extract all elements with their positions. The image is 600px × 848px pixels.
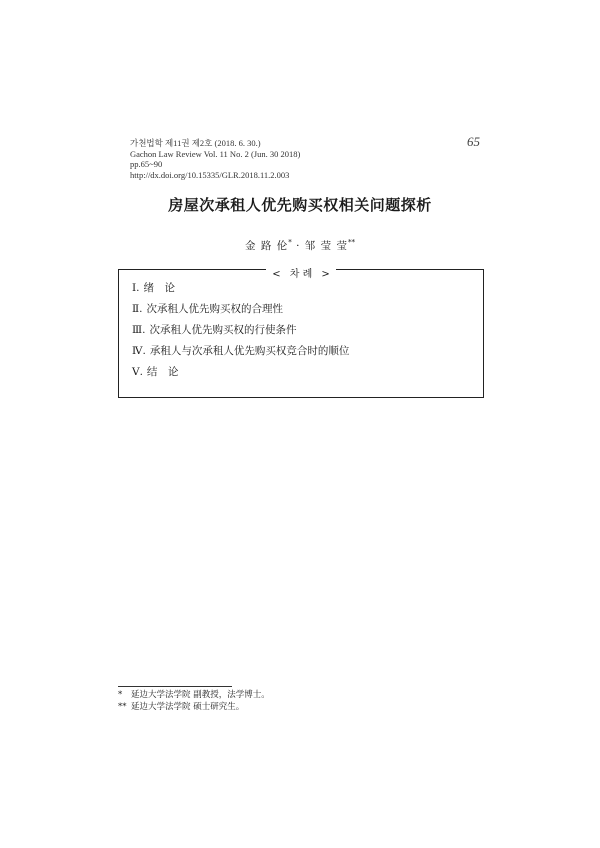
toc-heading (119, 262, 483, 281)
toc-item-label: 结 论 (146, 366, 179, 378)
toc-item-label: 次承租人优先购买权的合理性 (146, 303, 283, 315)
page-range: pp.65~90 (130, 159, 163, 169)
toc-item-number: Ⅲ. (132, 324, 146, 336)
footnote-mark: * (118, 690, 123, 700)
toc-item-number: Ⅱ. (132, 303, 143, 315)
author-line (0, 238, 600, 253)
toc-item-number: Ⅳ. (132, 345, 146, 357)
doi-link[interactable]: http://dx.doi.org/10.15335/GLR.2018.11.2.003 (130, 169, 290, 180)
author-name-2: 邹 莹 莹 (304, 240, 348, 252)
footnote-mark: ** (118, 701, 127, 712)
toc-item-number: Ⅴ. (132, 366, 143, 378)
author-footnote-mark-1[interactable]: * (288, 238, 292, 247)
toc-item[interactable] (132, 280, 349, 301)
toc-item-label: 次承租人优先购买权的行使条件 (149, 324, 297, 336)
toc-heading-label: 차 례 (287, 269, 316, 280)
toc-list (132, 280, 349, 385)
footnote (118, 702, 270, 714)
angle-left-icon: < (269, 269, 287, 280)
footnote-text: 延边大学法学院 副教授，法学博士。 (131, 690, 270, 700)
page-number: 65 (467, 134, 480, 149)
author-name-1: 金 路 伦 (245, 240, 289, 252)
author-separator: · (296, 240, 301, 252)
toc-item[interactable] (132, 301, 349, 322)
angle-right-icon: > (315, 269, 333, 280)
paper-title: 房屋次承租人优先购买权相关问题探析 (168, 196, 432, 214)
footnote-divider (118, 686, 232, 687)
journal-name-korean: 가천법학 제11권 제2호 (2018. 6. 30.) (130, 138, 261, 148)
footnotes (118, 690, 270, 713)
toc-item-number: Ⅰ. (132, 282, 140, 294)
footnote (118, 690, 270, 702)
footnote-text: 延边大学法学院 硕士研究生。 (131, 701, 245, 712)
toc-item[interactable] (132, 364, 349, 385)
toc-item[interactable] (132, 322, 349, 343)
journal-name-english: Gachon Law Review Vol. 11 No. 2 (Jun. 30 2018) (130, 148, 301, 159)
toc-item[interactable] (132, 343, 349, 364)
toc-item-label: 承租人与次承租人优先购买权竞合时的顺位 (149, 345, 350, 357)
table-of-contents (118, 269, 484, 398)
author-footnote-mark-2[interactable]: ** (347, 238, 355, 247)
toc-item-label: 绪 论 (143, 282, 175, 294)
journal-header (130, 138, 300, 180)
